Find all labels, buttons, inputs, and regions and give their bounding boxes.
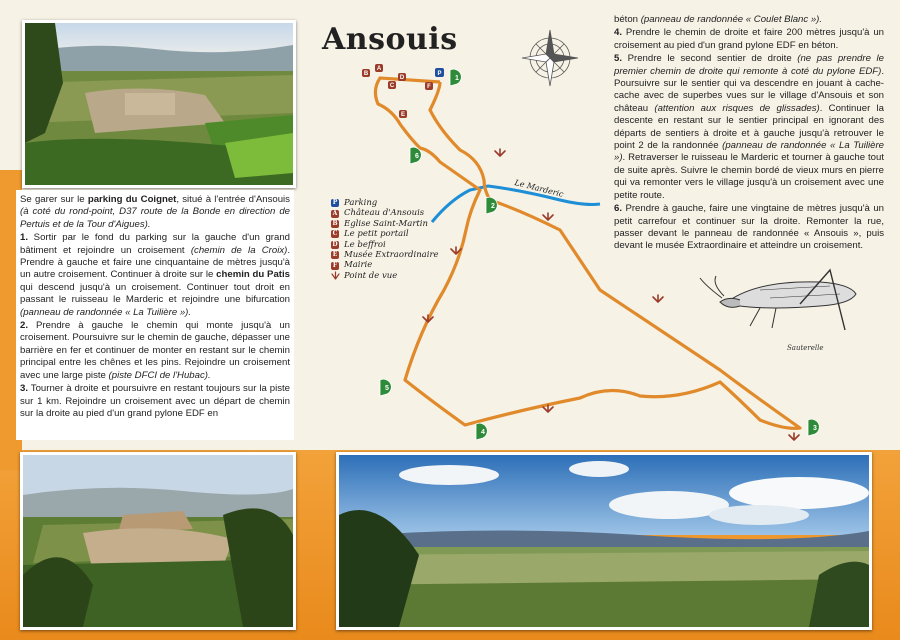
grasshopper-caption: Sauterelle [787,344,824,352]
waypoint-3-icon [808,419,819,436]
viewpoint-icon [543,213,553,220]
viewpoint-icon [653,295,663,302]
viewpoint-icon [789,433,799,440]
svg-text:5: 5 [385,385,389,392]
river-marderic [432,186,600,222]
map-title: Ansouis [322,22,458,57]
trail-route [375,78,800,428]
step-3-continued: béton (panneau de randonnée « Coulet Blanc »). [614,14,823,25]
waypoint-1-icon [450,69,461,86]
step-5: 5. Prendre le second sentier de droite (ne pas prendre le premier chemin de droite qui remonte à coté du pylone EDF). Poursuivre sur le sentier qui va descendre en jouant à cache-cache avec de superbes vues sur le village d'Ansouis et son château (attention aux risques de glissades). Continuer la descente en restant sur le sentier principal en ignorant des départs de sentiers à droite et à gauche jusqu'à retrouver le point 2 de la randonnée (panneau de randonnée « La Tuilière »). Retraverser le ruisseau le Marderic et tourner à gauche tout de suite après. Suivre le chemin bordé de vieux murs en pierre qui va remonter vers le village jusqu'à un croisement avec une petite route. [614,53,884,201]
legend-item-portail: C Le petit portail [332,229,409,240]
viewpoint-icon [331,271,340,280]
waypoint-6-icon [410,147,421,164]
legend-item-eglise: B Eglise Saint-Martin [332,218,428,229]
step-3: 3. Tourner à droite et poursuivre en restant toujours sur la piste sur 1 km. Rejoindre un croisement avec un départ de chemin sur la droite au pied d'un grand pylone EDF en [20,383,290,419]
legend-item-viewpoint: Point de vue [331,271,439,281]
poi-c: C [389,83,395,89]
legend-item-chateau: A Château d'Ansouis [332,208,425,219]
waypoint-5-icon [380,379,391,396]
compass-rose-icon [522,30,578,86]
poi-a: A [376,66,382,72]
legend-item-beffroi: D Le beffroi [332,239,386,250]
step-6: 6. Prendre à gauche, faire une vingtaine de mètres jusqu'à un petit carrefour et continuer sur la droite. Remonter la rue, passer devant le panneau de randonnée « Ansouis », puis devant le musée Extraordinaire et atteindre un croisement. [614,203,884,252]
step-1: 1. Sortir par le fond du parking sur la gauche d'un grand bâtiment et rejoindre un croisement (chemin de la Croix). Prendre à gauche et faire une cinquantaine de mètres jusqu'à un autre croisement. Continuer à droite sur le chemin du Patis qui descend jusqu'à un croisement. Continuer tout droit en passant le ruisseau le Marderic et rejoindre une bifurcation (panneau de randonnée « La Tuilière »). [20,232,291,318]
svg-text:2: 2 [491,203,495,210]
legend-item-musee: E Musée Extraordinaire [332,249,439,260]
svg-text:4: 4 [481,429,485,436]
grasshopper-icon [700,270,856,330]
river-label: Le Marderic [513,178,565,199]
waypoint-markers [380,69,819,440]
poi-f: F [427,84,431,90]
step-4: 4. Prendre le chemin de droite et faire 200 mètres jusqu'à un croisement au pied d'un grand pylone EDF en béton. [614,27,884,51]
map-legend [331,198,439,281]
waypoint-2-icon [486,197,497,214]
waypoint-4-icon [476,423,487,440]
legend-item-mairie: F Mairie [332,260,373,271]
svg-text:3: 3 [813,425,817,432]
svg-text:6: 6 [415,153,419,160]
svg-text:1: 1 [455,75,459,82]
step-2: 2. Prendre à gauche le chemin qui monte jusqu'à un croisement. Poursuivre sur le chemin de gauche, dépasser une barrière en fer et continuer de monter en restant sur le chemin principal entre les chênes et les pins. Rejoindre un croisement avec une large piste (piste DFCI de l'Hubac). [20,320,290,381]
poi-p: P [437,71,442,77]
poi-d: D [399,75,405,81]
legend-item-parking: P Parking [332,198,378,208]
poi-e: E [400,112,406,118]
poi-b: B [363,71,369,77]
intro-paragraph: Se garer sur le parking du Coignet, situé à l'entrée d'Ansouis (à coté du rond-point, D37 route de la Bonde en direction de Pertuis et de la Tour d'Aigues). [20,194,290,230]
viewpoint-icon [495,149,505,156]
